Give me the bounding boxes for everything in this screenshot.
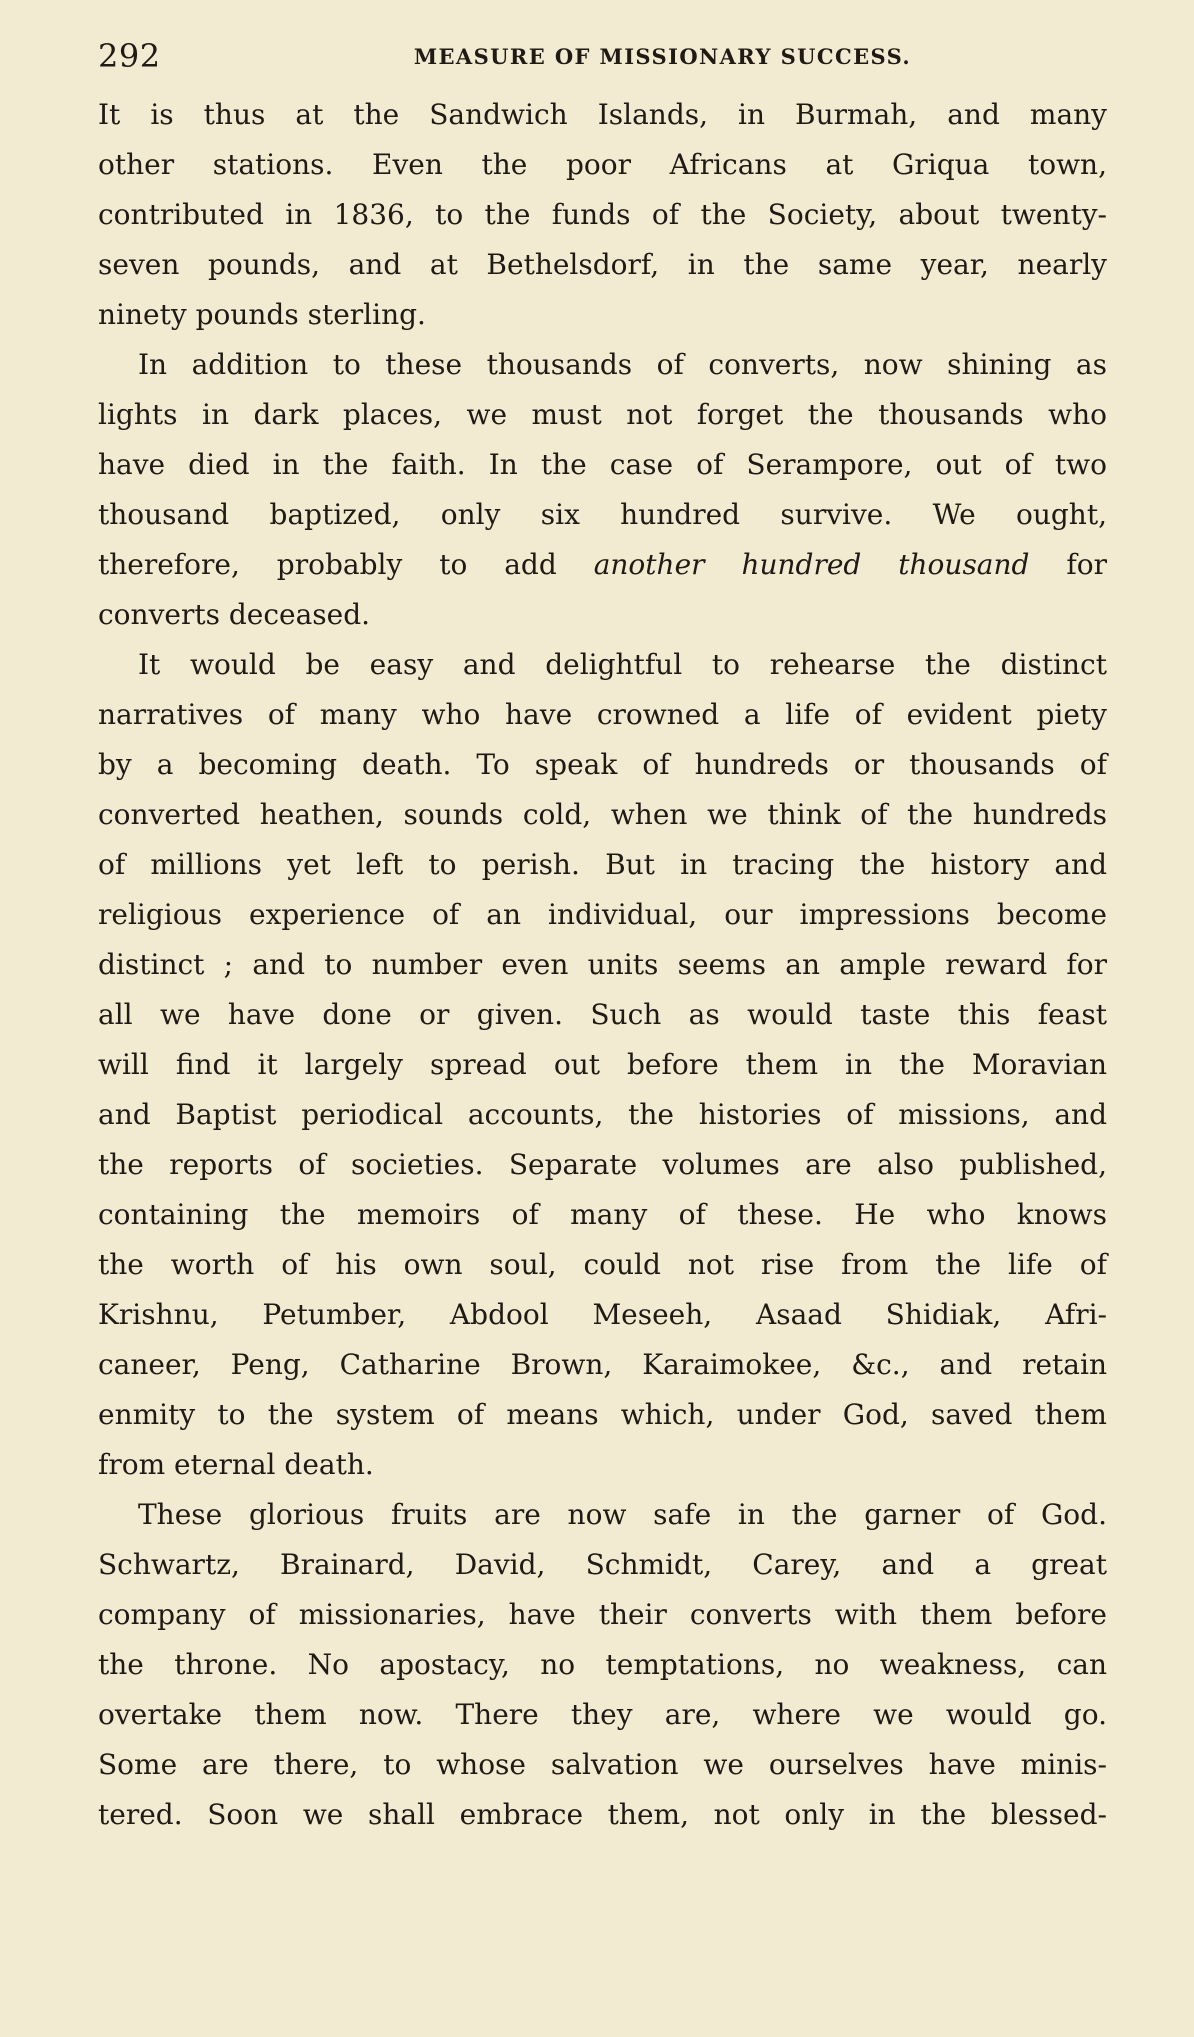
text-line: distinct ; and to number even units seems an ample reward for [98, 948, 1107, 981]
text-line: enmity to the system of means which, under God, saved them [98, 1398, 1107, 1431]
text-line: narratives of many who have crowned a life of evident piety [98, 698, 1107, 731]
text-line: company of missionaries, have their converts with them before [98, 1598, 1107, 1631]
text-line: It would be easy and delightful to rehearse the distinct [138, 648, 1107, 681]
text-line: will find it largely spread out before them in the Moravian [98, 1048, 1107, 1081]
running-title: MEASURE OF MISSIONARY SUCCESS. [413, 44, 912, 69]
emphasis-text: another hundred thousand [593, 548, 1030, 581]
text-line: These glorious fruits are now safe in the garner of God. [138, 1498, 1107, 1531]
text-line: the reports of societies. Separate volumes are also published, [98, 1148, 1107, 1181]
text-line: other stations. Even the poor Africans at Griqua town, [98, 148, 1107, 181]
text-line: In addition to these thousands of converts, now shining as [138, 348, 1107, 381]
text-line: It is thus at the Sandwich Islands, in Burmah, and many [98, 98, 1107, 131]
text-line: all we have done or given. Such as would taste this feast [98, 998, 1107, 1031]
page-header [98, 36, 1107, 80]
text-line: seven pounds, and at Bethelsdorf, in the same year, nearly [98, 248, 1107, 281]
text-line: converts deceased. [98, 598, 371, 631]
text-line: thousand baptized, only six hundred survive. We ought, [98, 498, 1107, 531]
text-line: contributed in 1836, to the funds of the Society, about twenty- [98, 198, 1107, 231]
text-line: Krishnu, Petumber, Abdool Meseeh, Asaad Shidiak, Afri- [98, 1298, 1107, 1331]
text-line: Schwartz, Brainard, David, Schmidt, Carey, and a great [98, 1548, 1107, 1581]
text-line: caneer, Peng, Catharine Brown, Karaimokee, &c., and retain [98, 1348, 1107, 1381]
text-line: the throne. No apostacy, no temptations, no weakness, can [98, 1648, 1107, 1681]
text-span: therefore, probably to add [98, 548, 594, 581]
text-line: overtake them now. There they are, where we would go. [98, 1698, 1107, 1731]
text-line: ninety pounds sterling. [98, 298, 426, 331]
text-line: the worth of his own soul, could not rise from the life of [98, 1248, 1107, 1281]
text-line: by a becoming death. To speak of hundreds or thousands of [98, 748, 1107, 781]
text-line: from eternal death. [98, 1448, 374, 1481]
text-span: for [1029, 548, 1107, 581]
text-line: Some are there, to whose salvation we ourselves have minis- [98, 1748, 1107, 1781]
text-line: have died in the faith. In the case of Serampore, out of two [98, 448, 1107, 481]
text-line: and Baptist periodical accounts, the histories of missions, and [98, 1098, 1107, 1131]
text-line: converted heathen, sounds cold, when we think of the hundreds [98, 798, 1107, 831]
text-line: lights in dark places, we must not forget the thousands who [98, 398, 1107, 431]
text-line: religious experience of an individual, our impressions become [98, 898, 1107, 931]
page-number: 292 [98, 37, 161, 75]
text-line: containing the memoirs of many of these. He who knows [98, 1198, 1107, 1231]
text-line: tered. Soon we shall embrace them, not only in the blessed- [98, 1798, 1107, 1831]
text-line: of millions yet left to perish. But in tracing the history and [98, 848, 1107, 881]
text-line [98, 542, 1107, 588]
